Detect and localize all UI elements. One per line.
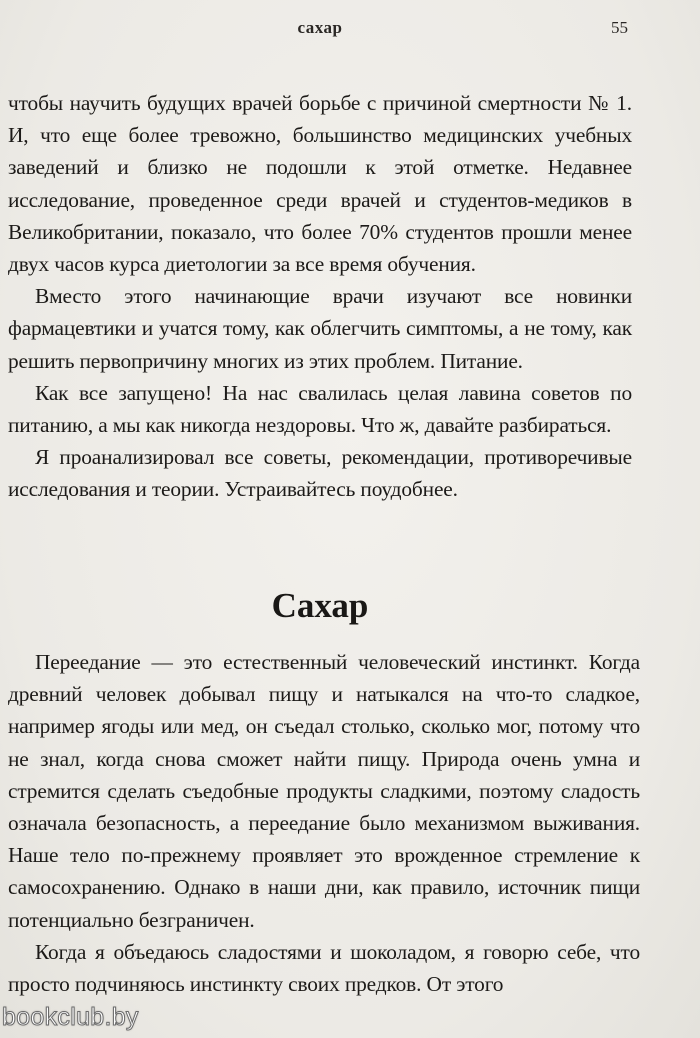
paragraph: Я проанализировал все советы, рекомендации, противоречивые исследования и теории. Устраивайтесь поудобнее. (8, 445, 632, 502)
body-text-bottom (8, 646, 640, 1000)
watermark: bookclub.by (2, 1003, 139, 1031)
page-number: 55 (611, 18, 628, 37)
paragraph: Как все запущено! На нас свалилась целая лавина советов по питанию, а мы как никогда нездоровы. Что ж, давайте разбираться. (8, 380, 632, 438)
paragraph: Вместо этого начинающие врачи изучают все новинки фармацевтики и учатся тому, как облегчить симптомы, а не тому, как решить первопричину многих из этих проблем. Питание. (8, 284, 632, 373)
section-title: Сахар (271, 586, 369, 625)
paragraph: чтобы научить будущих врачей борьбе с причиной смертности № 1. И, что еще более тревожно, большинство медицинских учебных заведений и близко не подошли к этой отметке. Недавнее исследование, проведенное среди врачей и студентов-медиков в Великобритании, показало, что более 70% студентов прошли менее двух часов курса диетологии за все время обучения. (8, 91, 632, 277)
running-title: сахар (297, 18, 343, 37)
running-head (0, 18, 700, 42)
paragraph: Когда я объедаюсь сладостями и шоколадом, я говорю себе, что просто подчиняюсь инстинкту своих предков. От этого (8, 939, 640, 997)
paragraph: Переедание — это естественный человеческий инстинкт. Когда древний человек добывал пищу и натыкался на что-то сладкое, например ягоды или мед, он съедал столько, сколько мог, потому что не знал, когда снова сможет найти пищу. Природа очень умна и стремится сделать съедобные продукты сладкими, поэтому сладость означала безопасность, а переедание было механизмом выживания. Наше тело по-прежнему проявляет это врожденное стремление к самосохранению. Однако в наши дни, как правило, источник пищи потенциально безграничен. (8, 650, 640, 932)
body-text-top (8, 87, 632, 506)
